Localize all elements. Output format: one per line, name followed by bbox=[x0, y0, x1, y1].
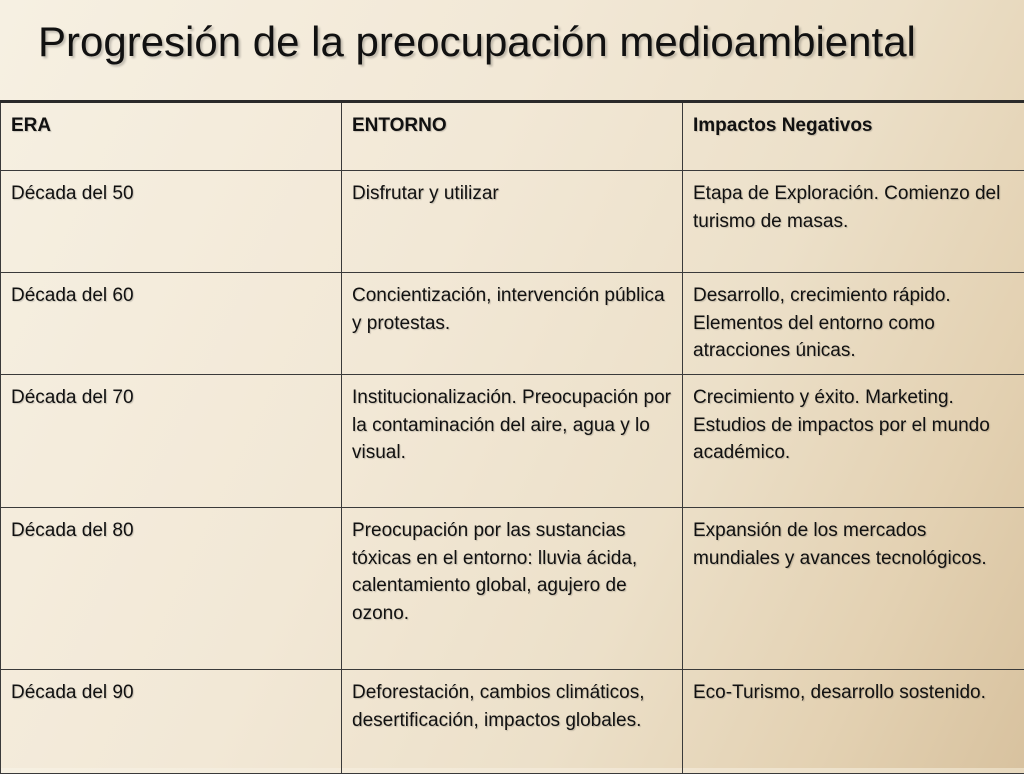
table-row bbox=[1, 670, 1024, 774]
cell-entorno: Deforestación, cambios climáticos, desertificación, impactos globales. bbox=[342, 670, 683, 774]
table-container bbox=[0, 100, 1024, 774]
cell-era: Década del 50 bbox=[1, 171, 342, 273]
header-entorno: ENTORNO bbox=[342, 102, 683, 171]
cell-era: Década del 70 bbox=[1, 375, 342, 508]
cell-impactos: Expansión de los mercados mundiales y avances tecnológicos. bbox=[683, 508, 1024, 670]
cell-entorno: Institucionalización. Preocupación por la contaminación del aire, agua y lo visual. bbox=[342, 375, 683, 508]
cell-impactos: Crecimiento y éxito. Marketing. Estudios de impactos por el mundo académico. bbox=[683, 375, 1024, 508]
cell-era: Década del 80 bbox=[1, 508, 342, 670]
cell-era: Década del 60 bbox=[1, 273, 342, 375]
table-row bbox=[1, 273, 1024, 375]
cell-era: Década del 90 bbox=[1, 670, 342, 774]
cell-impactos: Desarrollo, crecimiento rápido. Elementos del entorno como atracciones únicas. bbox=[683, 273, 1024, 375]
table-row bbox=[1, 171, 1024, 273]
environmental-concern-table bbox=[0, 100, 1024, 774]
cell-entorno: Concientización, intervención pública y protestas. bbox=[342, 273, 683, 375]
table-row bbox=[1, 508, 1024, 670]
cell-entorno: Disfrutar y utilizar bbox=[342, 171, 683, 273]
table-row bbox=[1, 375, 1024, 508]
cell-impactos: Eco-Turismo, desarrollo sostenido. bbox=[683, 670, 1024, 774]
cell-impactos: Etapa de Exploración. Comienzo del turismo de masas. bbox=[683, 171, 1024, 273]
header-impactos: Impactos Negativos bbox=[683, 102, 1024, 171]
cell-entorno: Preocupación por las sustancias tóxicas en el entorno: lluvia ácida, calentamiento global, agujero de ozono. bbox=[342, 508, 683, 670]
table-header-row bbox=[1, 102, 1024, 171]
header-era: ERA bbox=[1, 102, 342, 171]
slide-title: Progresión de la preocupación medioambiental bbox=[38, 18, 916, 66]
